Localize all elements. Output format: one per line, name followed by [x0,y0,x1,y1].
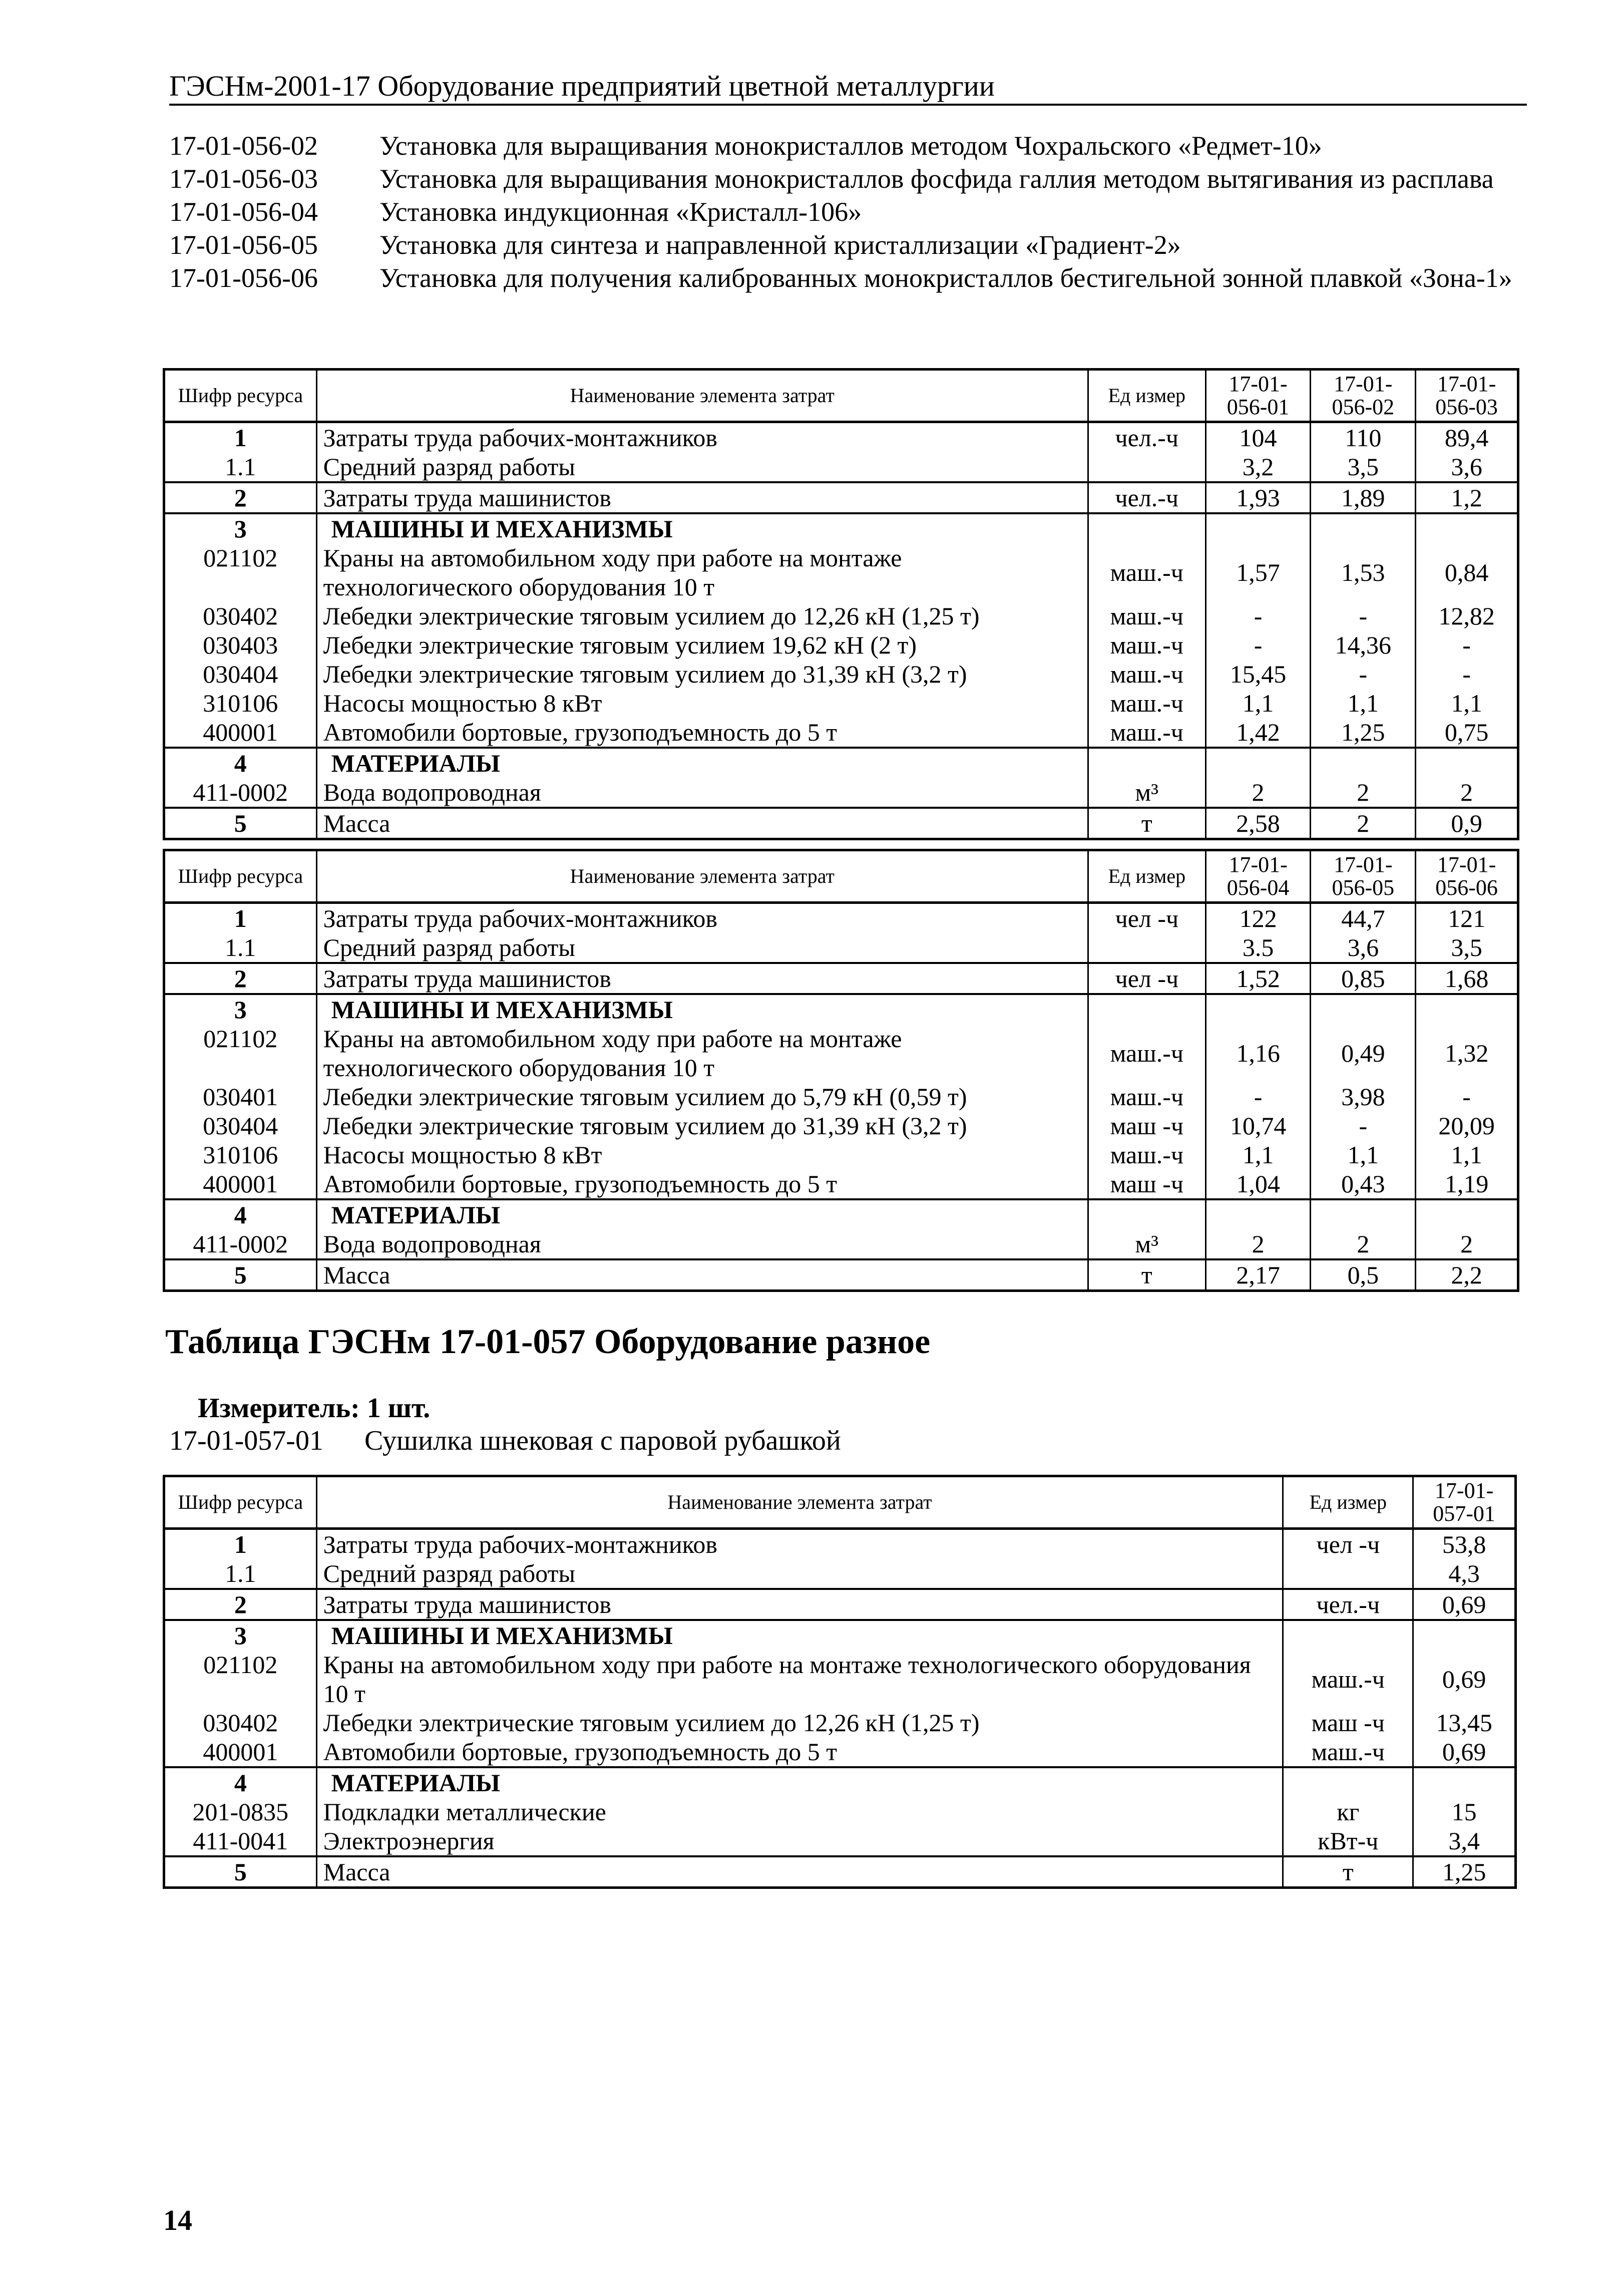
value-cell: 3.5 [1205,933,1311,963]
unit: т [1088,808,1205,839]
unit [1088,1199,1206,1229]
item-code: 17-01-057-01 [169,1425,323,1456]
table-row [164,963,1518,994]
value-cell: 1,1 [1311,689,1416,718]
value-cell [1311,513,1416,543]
value-cell: 1,89 [1311,482,1416,513]
value-cell: - [1416,1082,1518,1111]
definition-item [169,129,1516,162]
definition-code: 17-01-056-05 [169,230,318,260]
table-row [164,1589,1516,1620]
header-divider [169,104,1527,106]
table-row [164,1111,1518,1140]
definition-code: 17-01-056-02 [169,131,318,161]
resource-name: Вода водопроводная [316,1229,1088,1259]
unit [1283,1767,1413,1797]
unit: чел -ч [1088,903,1206,933]
resource-name: Автомобили бортовые, грузоподъемность до 5 т [316,1169,1088,1199]
value-cell: 0,69 [1413,1737,1516,1767]
resource-code: 1 [164,903,317,933]
resource-code: 5 [164,1856,317,1888]
table-row [164,482,1518,513]
unit: маш.-ч [1088,630,1205,660]
definition-code: 17-01-056-06 [169,263,318,293]
resource-code: 030402 [164,601,317,630]
table-row [164,778,1518,808]
value-cell: 89,4 [1416,422,1518,453]
resource-code: 021102 [164,1650,317,1708]
definition-text: Установка для выращивания монокристаллов фосфида галлия методом вытягивания из расплава [379,164,1494,194]
item-text: Сушилка шнековая с паровой рубашкой [364,1425,841,1456]
unit: маш -ч [1283,1708,1413,1737]
resource-name: Краны на автомобильном ходу при работе на монтаже технологического оборудования 10 т [316,543,1088,601]
resource-code: 411-0041 [164,1826,317,1856]
resource-code: 030404 [164,660,317,689]
value-cell: 0,5 [1311,1259,1416,1291]
unit: маш.-ч [1088,660,1205,689]
table-row [164,994,1518,1024]
table-row [164,422,1518,453]
table-row [164,1199,1518,1229]
value-cell: 2,58 [1205,808,1311,839]
value-cell [1311,1199,1416,1229]
resource-name: Автомобили бортовые, грузоподъемность до 5 т [316,718,1088,748]
table-row [164,1620,1516,1650]
value-cell: 3,4 [1413,1826,1516,1856]
resource-code: 400001 [164,718,317,748]
unit: кВт-ч [1283,1826,1413,1856]
resource-name: МАШИНЫ И МЕХАНИЗМЫ [316,1620,1283,1650]
resource-code: 411-0002 [164,1229,317,1259]
value-cell: 0,84 [1416,543,1518,601]
resource-code: 310106 [164,1140,317,1169]
resource-code: 2 [164,963,317,994]
value-cell: 0,43 [1311,1169,1416,1199]
unit [1283,1620,1413,1650]
value-cell: - [1205,1082,1311,1111]
value-cell: - [1205,630,1311,660]
value-cell: 1,57 [1205,543,1311,601]
value-cell: 1,32 [1416,1024,1518,1082]
resource-name: Масса [316,808,1088,839]
resource-name: Масса [316,1259,1088,1291]
unit: маш.-ч [1088,543,1205,601]
definition-item [169,162,1516,195]
resource-code: 030404 [164,1111,317,1140]
unit [1088,748,1205,778]
value-cell: 121 [1416,903,1518,933]
value-cell: 1,68 [1416,963,1518,994]
resource-name: Затраты труда машинистов [316,963,1088,994]
resource-name: Лебедки электрические тяговым усилием до 12,26 кН (1,25 т) [316,601,1088,630]
table-header-row [164,370,1518,422]
resource-table-057-01 [163,1475,1517,1889]
table-row [164,513,1518,543]
header-unit: Ед измер [1088,370,1205,422]
value-cell: 2 [1205,1229,1311,1259]
unit: чел -ч [1283,1529,1413,1559]
resource-code: 3 [164,1620,317,1650]
resource-code: 1.1 [164,933,317,963]
resource-name: Средний разряд работы [316,1559,1283,1589]
value-cell: 0,75 [1416,718,1518,748]
value-cell: 3,98 [1311,1082,1416,1111]
resource-name: МАШИНЫ И МЕХАНИЗМЫ [316,994,1088,1024]
table-row [164,1767,1516,1797]
value-cell: - [1311,660,1416,689]
resource-name: Лебедки электрические тяговым усилием до 31,39 кН (3,2 т) [316,660,1088,689]
unit: м³ [1088,1229,1206,1259]
table-row [164,748,1518,778]
resource-name: МАТЕРИАЛЫ [316,748,1088,778]
value-cell: 1,1 [1416,689,1518,718]
value-cell [1205,513,1311,543]
meter-label: Измеритель: [198,1393,360,1424]
unit: т [1283,1856,1413,1888]
resource-name: Вода водопроводная [316,778,1088,808]
value-cell [1311,748,1416,778]
unit [1283,1559,1413,1589]
value-cell: 1,04 [1205,1169,1311,1199]
table-header-row [164,850,1518,903]
value-cell: 1,16 [1205,1024,1311,1082]
resource-name: Лебедки электрические тяговым усилием до 12,26 кН (1,25 т) [316,1708,1283,1737]
resource-name: Затраты труда машинистов [316,1589,1283,1620]
value-cell: - [1416,660,1518,689]
table-row [164,808,1518,839]
value-cell: 0,9 [1416,808,1518,839]
table-row [164,1169,1518,1199]
resource-code: 1.1 [164,452,317,482]
unit: чел.-ч [1088,422,1205,453]
value-cell: 1,53 [1311,543,1416,601]
header-code: Шифр ресурса [164,370,317,422]
table-row [164,1024,1518,1082]
unit [1088,513,1205,543]
value-cell: - [1416,630,1518,660]
definition-item [169,261,1516,294]
table-row [164,1826,1516,1856]
table-row [164,660,1518,689]
value-cell: 0,85 [1311,963,1416,994]
value-cell: 1,52 [1205,963,1311,994]
value-cell: 2,2 [1416,1259,1518,1291]
value-cell: 1,93 [1205,482,1311,513]
resource-code: 030401 [164,1082,317,1111]
unit [1088,933,1206,963]
table-row [164,718,1518,748]
resource-code: 030403 [164,630,317,660]
unit: чел.-ч [1088,482,1205,513]
section-title: Таблица ГЭСНм 17-01-057 Оборудование разное [165,1323,931,1361]
table-row [164,1229,1518,1259]
table-row [164,1082,1518,1111]
value-cell: 2 [1311,778,1416,808]
value-cell: 2 [1416,1229,1518,1259]
meter-value: 1 шт. [366,1393,431,1424]
resource-code: 5 [164,1259,317,1291]
value-cell: - [1311,1111,1416,1140]
resource-code: 021102 [164,543,317,601]
table-row [164,689,1518,718]
table-row [164,903,1518,933]
resource-table-056-01-03 [163,368,1519,840]
resource-name: Средний разряд работы [316,452,1088,482]
value-cell: 10,74 [1205,1111,1311,1140]
header-column-code: 17-01-056-06 [1416,850,1518,903]
header-unit: Ед измер [1088,850,1206,903]
unit: маш -ч [1088,1169,1206,1199]
value-cell: 1,1 [1416,1140,1518,1169]
table-row [164,1650,1516,1708]
resource-code: 2 [164,1589,317,1620]
resource-code: 3 [164,994,317,1024]
value-cell [1413,1767,1516,1797]
resource-name: Затраты труда машинистов [316,482,1088,513]
value-cell: 3,6 [1311,933,1416,963]
value-cell: 13,45 [1413,1708,1516,1737]
resource-name: МАТЕРИАЛЫ [316,1767,1283,1797]
resource-name: Электроэнергия [316,1826,1283,1856]
value-cell: 2 [1416,778,1518,808]
value-cell: 12,82 [1416,601,1518,630]
meter-line [198,1392,430,1424]
item-definition [169,1425,841,1457]
value-cell: 14,36 [1311,630,1416,660]
value-cell: 3,5 [1416,933,1518,963]
resource-name: Лебедки электрические тяговым усилием до 31,39 кН (3,2 т) [316,1111,1088,1140]
value-cell: 44,7 [1311,903,1416,933]
table-row [164,543,1518,601]
table-row [164,630,1518,660]
resource-name: Насосы мощностью 8 кВт [316,689,1088,718]
value-cell: 1,42 [1205,718,1311,748]
table-row [164,1856,1516,1888]
table-row [164,933,1518,963]
resource-name: Затраты труда рабочих-монтажников [316,422,1088,453]
header-unit: Ед измер [1283,1476,1413,1529]
header-code: Шифр ресурса [164,850,317,903]
resource-code: 4 [164,748,317,778]
unit: маш -ч [1088,1111,1206,1140]
unit [1088,994,1206,1024]
resource-name: Автомобили бортовые, грузоподъемность до 5 т [316,1737,1283,1767]
resource-name: Лебедки электрические тяговым усилием до 5,79 кН (0,59 т) [316,1082,1088,1111]
unit: чел.-ч [1283,1589,1413,1620]
value-cell: 1,25 [1413,1856,1516,1888]
value-cell: 1,25 [1311,718,1416,748]
unit: чел -ч [1088,963,1206,994]
header-name: Наименование элемента затрат [316,1476,1283,1529]
unit: маш.-ч [1088,1140,1206,1169]
value-cell [1205,748,1311,778]
value-cell: 3,6 [1416,452,1518,482]
resource-code: 5 [164,808,317,839]
header-column-code: 17-01-057-01 [1413,1476,1516,1529]
unit: м³ [1088,778,1205,808]
table-row [164,1529,1516,1559]
value-cell: - [1205,601,1311,630]
value-cell: 1,1 [1205,689,1311,718]
resource-name: Масса [316,1856,1283,1888]
definition-code: 17-01-056-03 [169,164,318,194]
definition-text: Установка индукционная «Кристалл-106» [379,197,862,227]
resource-code: 310106 [164,689,317,718]
page-number: 14 [163,2204,192,2236]
unit: маш.-ч [1088,718,1205,748]
value-cell [1416,748,1518,778]
resource-name: МАШИНЫ И МЕХАНИЗМЫ [316,513,1088,543]
unit: маш.-ч [1283,1650,1413,1708]
table-row [164,452,1518,482]
header-name: Наименование элемента затрат [316,370,1088,422]
resource-code: 021102 [164,1024,317,1082]
unit: т [1088,1259,1206,1291]
resource-name: Средний разряд работы [316,933,1088,963]
value-cell [1413,1620,1516,1650]
resource-code: 030402 [164,1708,317,1737]
resource-code: 4 [164,1199,317,1229]
table-row [164,1708,1516,1737]
value-cell: 15 [1413,1797,1516,1826]
resource-code: 400001 [164,1737,317,1767]
table-row [164,1797,1516,1826]
resource-code: 400001 [164,1169,317,1199]
value-cell: 4,3 [1413,1559,1516,1589]
value-cell: 104 [1205,422,1311,453]
unit: маш.-ч [1283,1737,1413,1767]
resource-name: Краны на автомобильном ходу при работе на монтаже технологического оборудования 10 т [316,1024,1088,1082]
header-column-code: 17-01-056-04 [1205,850,1311,903]
value-cell: 0,69 [1413,1650,1516,1708]
value-cell: 0,49 [1311,1024,1416,1082]
value-cell: 122 [1205,903,1311,933]
resource-name: Подкладки металлические [316,1797,1283,1826]
definition-text: Установка для синтеза и направленной кристаллизации «Градиент-2» [379,230,1181,260]
definition-text: Установка для получения калиброванных монокристаллов бестигельной зонной плавкой «Зона-1» [379,263,1512,293]
header-column-code: 17-01-056-03 [1416,370,1518,422]
value-cell: 53,8 [1413,1529,1516,1559]
definition-code: 17-01-056-04 [169,197,318,227]
unit: кг [1283,1797,1413,1826]
value-cell: 3,5 [1311,452,1416,482]
resource-name: Насосы мощностью 8 кВт [316,1140,1088,1169]
resource-code: 3 [164,513,317,543]
table-row [164,1140,1518,1169]
resource-code: 1 [164,422,317,453]
resource-code: 1.1 [164,1559,317,1589]
value-cell: 3,2 [1205,452,1311,482]
header-column-code: 17-01-056-01 [1205,370,1311,422]
table-row [164,1559,1516,1589]
value-cell [1416,1199,1518,1229]
value-cell: 0,69 [1413,1589,1516,1620]
resource-code: 411-0002 [164,778,317,808]
resource-code: 201-0835 [164,1797,317,1826]
resource-name: Краны на автомобильном ходу при работе на монтаже технологического оборудования 10 т [316,1650,1283,1708]
value-cell: 2 [1205,778,1311,808]
table-row [164,1259,1518,1291]
unit: маш.-ч [1088,1082,1206,1111]
resource-code: 4 [164,1767,317,1797]
unit [1088,452,1205,482]
resource-name: Лебедки электрические тяговым усилием 19,62 кН (2 т) [316,630,1088,660]
value-cell [1311,994,1416,1024]
definition-text: Установка для выращивания монокристаллов методом Чохральского «Редмет-10» [379,131,1322,161]
unit: маш.-ч [1088,689,1205,718]
page-header: ГЭСНм-2001-17 Оборудование предприятий цветной металлургии [169,70,995,102]
definition-item [169,195,1516,228]
value-cell [1205,1199,1311,1229]
value-cell: 110 [1311,422,1416,453]
value-cell: - [1311,601,1416,630]
value-cell: 2 [1311,1229,1416,1259]
resource-name: Затраты труда рабочих-монтажников [316,1529,1283,1559]
unit: маш.-ч [1088,601,1205,630]
definition-item [169,228,1516,261]
header-column-code: 17-01-056-05 [1311,850,1416,903]
table-row [164,601,1518,630]
definitions-list [169,129,1516,294]
value-cell: 1,2 [1416,482,1518,513]
value-cell: 1,19 [1416,1169,1518,1199]
resource-code: 1 [164,1529,317,1559]
value-cell: 2 [1311,808,1416,839]
header-name: Наименование элемента затрат [316,850,1088,903]
header-code: Шифр ресурса [164,1476,317,1529]
value-cell: 1,1 [1311,1140,1416,1169]
value-cell: 2,17 [1205,1259,1311,1291]
resource-code: 2 [164,482,317,513]
unit: маш.-ч [1088,1024,1206,1082]
resource-table-056-04-06 [163,849,1519,1292]
value-cell: 20,09 [1416,1111,1518,1140]
value-cell [1205,994,1311,1024]
resource-name: Затраты труда рабочих-монтажников [316,903,1088,933]
resource-name: МАТЕРИАЛЫ [316,1199,1088,1229]
value-cell [1416,994,1518,1024]
table-row [164,1737,1516,1767]
value-cell: 15,45 [1205,660,1311,689]
table-header-row [164,1476,1516,1529]
header-column-code: 17-01-056-02 [1311,370,1416,422]
value-cell [1416,513,1518,543]
value-cell: 1,1 [1205,1140,1311,1169]
